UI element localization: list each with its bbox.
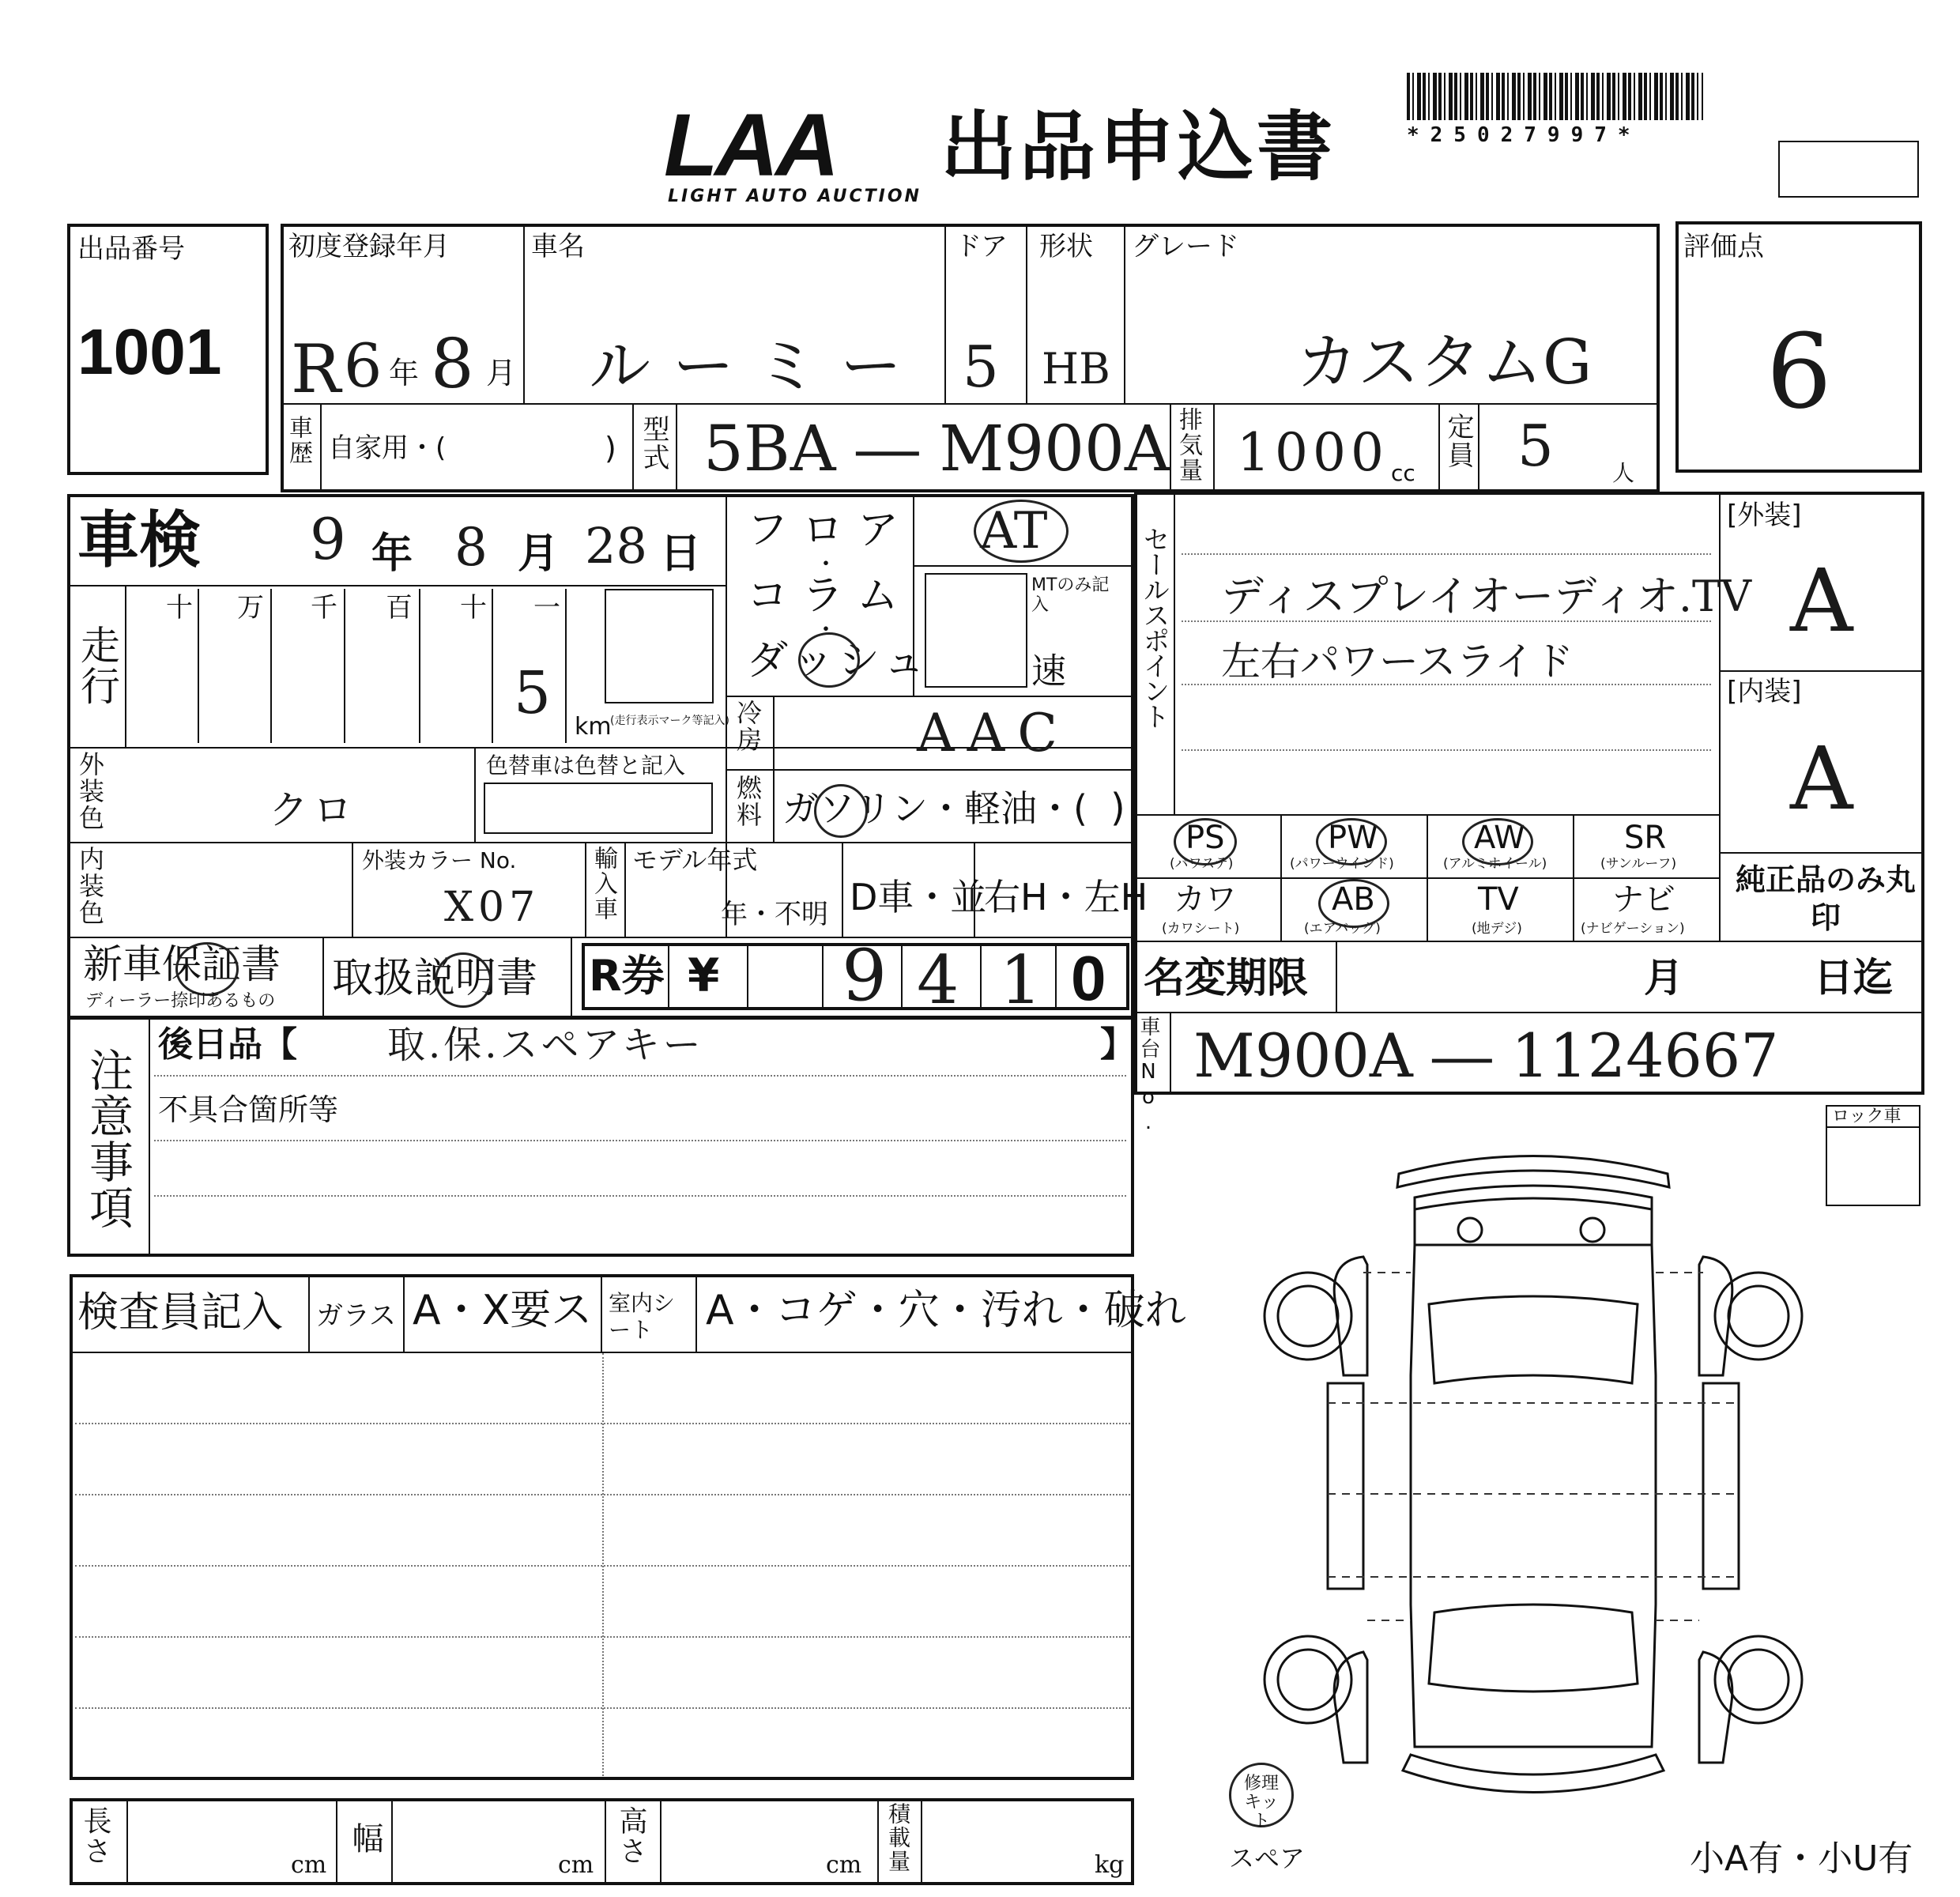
shift-dash-circle (798, 632, 860, 688)
option-pw-circle (1316, 818, 1387, 866)
registration-label: 初度登録年月 (288, 231, 450, 262)
option-ps-circle (1174, 818, 1237, 866)
capacity: 5 (1517, 413, 1554, 479)
recycle-label: R券 (589, 951, 665, 1001)
chassis-number: M900A ― 1124667 (1193, 1020, 1779, 1091)
dimensions-box (70, 1798, 1134, 1885)
exterior-grade-label: [外装] (1727, 500, 1802, 531)
option-aw-circle (1462, 818, 1533, 866)
history-label: 車歴 (285, 415, 312, 466)
spare-label: スペア (1229, 1843, 1306, 1873)
mt-note: MTのみ記入 (1031, 575, 1110, 616)
interior-grade-label: [内装] (1727, 676, 1802, 707)
shaken-month: 8 (454, 517, 488, 578)
option-pw: PW (1328, 820, 1378, 856)
fuel-label: 燃料 (733, 775, 763, 828)
warranty-sub: ディーラー捺印あるもの (85, 991, 276, 1011)
speed-unit: 速 (1031, 651, 1066, 692)
blank-box-top-right (1778, 141, 1919, 198)
shape-label: 形状 (1039, 231, 1093, 262)
option-kawa: カワ (1174, 881, 1237, 918)
load-unit: kg (1095, 1851, 1125, 1879)
mileage-mark-box (605, 589, 714, 703)
displacement-unit: cc (1391, 460, 1415, 486)
option-ab: AB (1332, 881, 1375, 918)
bottom-right-note: 小A有・小U有 (1690, 1839, 1913, 1879)
model-type-label: 型式 (638, 415, 669, 472)
notes-label: 注意事項 (82, 1047, 134, 1231)
mileage-unit: km (575, 713, 612, 741)
barcode (1407, 73, 1703, 120)
fuel-gasoline-circle (814, 784, 868, 838)
model-year-options: 年・不明 (721, 899, 828, 930)
name-change-month: 月 (1644, 955, 1683, 1001)
option-ps-sub: (パワステ) (1170, 856, 1234, 872)
car-name-label: 車名 (531, 231, 585, 262)
option-sr: SR (1624, 820, 1667, 856)
body-shape: HB (1042, 344, 1110, 394)
load-label: 積載量 (885, 1802, 911, 1873)
displacement-label: 排気量 (1174, 407, 1202, 483)
fuel-close: ) (1110, 786, 1125, 830)
grade-label: グレード (1132, 231, 1239, 262)
option-sr-sub: (サンルーフ) (1600, 856, 1677, 872)
width-label: 幅 (347, 1822, 383, 1855)
option-aw-sub: (アルミホイール) (1443, 856, 1547, 872)
option-pw-sub: (パワーウインド) (1290, 856, 1394, 872)
later-items-label: 後日品【 (158, 1024, 297, 1065)
option-ab-sub: (エアバッグ) (1304, 921, 1381, 937)
car-diagram (1233, 1146, 1834, 1842)
repaint-box (484, 783, 713, 834)
option-navi-sub: (ナビゲーション) (1581, 921, 1685, 937)
warranty-circle (175, 942, 239, 996)
laa-logo: LAA (664, 96, 837, 194)
car-name: ルーミー (589, 331, 925, 402)
length-unit: cm (291, 1851, 327, 1879)
ac-value: AAC (917, 703, 1070, 764)
capacity-unit: 人 (1612, 460, 1635, 486)
manual-circle (435, 952, 492, 1008)
dealer-options: D車・並 (850, 876, 987, 918)
mileage-value: 5 (514, 659, 552, 727)
recycle-digit-3: 4 (917, 941, 959, 1019)
interior-color-label: 内装色 (75, 846, 105, 926)
shaken-day: 28 (585, 517, 647, 575)
color-number-label: 外装カラー No. (362, 847, 517, 873)
score: 6 (1766, 311, 1832, 432)
transmission: AT (980, 502, 1048, 560)
shaken-month-unit: 月 (518, 530, 560, 578)
import-label: 輸入車 (590, 846, 617, 922)
lot-label: 出品番号 (77, 233, 185, 265)
recycle-digit-5: 0 (1071, 943, 1106, 1013)
score-label: 評価点 (1683, 231, 1764, 262)
color-number: X07 (444, 884, 541, 931)
option-tv: TV (1478, 881, 1519, 918)
height-label: 高さ (615, 1806, 647, 1866)
mileage-label: 走行 (74, 624, 120, 707)
name-change-day: 日迄 (1814, 955, 1893, 1001)
glass-label: ガラス (316, 1300, 396, 1332)
seat-options: A・コゲ・穴・汚れ・破れ (706, 1287, 1186, 1334)
mt-gear-box (925, 573, 1027, 688)
exterior-color: クロ (269, 787, 357, 833)
option-tv-sub: (地デジ) (1472, 921, 1522, 937)
registration-year-unit: 年 (389, 356, 420, 390)
option-kawa-sub: (カワシート) (1162, 921, 1240, 937)
form-title: 出品申込書 (940, 103, 1336, 191)
width-unit: cm (558, 1851, 594, 1879)
handle-options: 右H・左H (984, 876, 1148, 918)
defects-label: 不具合箇所等 (158, 1092, 339, 1127)
recycle-digit-4: 1 (1000, 941, 1042, 1019)
model-type: 5BA ― M900A (703, 412, 1170, 485)
exterior-color-label: 外装色 (75, 751, 105, 832)
manual-label: 取扱説明書 (332, 955, 538, 1002)
option-navi: ナビ (1612, 881, 1675, 918)
shift-dash: ダッシュ (747, 637, 929, 685)
model-year-label: モデル年式 (632, 845, 758, 875)
registration-month-unit: 月 (486, 356, 517, 390)
digit-label-sen: 千 (311, 592, 337, 624)
barcode-number: *25027997* (1407, 123, 1642, 147)
history-options: 自家用・( (328, 432, 447, 464)
chassis-label: 車台No. (1136, 1016, 1160, 1136)
seat-label: 室内シート (609, 1290, 676, 1343)
mileage-unit-note: (走行表示マーク等記入) (610, 715, 729, 727)
shaken-year: 9 (310, 506, 346, 572)
inspector-label: 検査員記入 (77, 1289, 284, 1337)
displacement: 1000 (1237, 422, 1389, 483)
sales-point-line-2: 左右パワースライド (1221, 639, 1574, 685)
warranty-label: 新車保証書 (83, 941, 281, 987)
shaken-day-unit: 日 (660, 530, 702, 578)
name-change-label: 名変期限 (1144, 955, 1309, 1002)
sales-point-line-1: ディスプレイオーディオ.TV (1221, 571, 1752, 621)
genuine-note-1: 純正品のみ丸印 (1735, 862, 1916, 935)
history-close: ) (605, 431, 616, 466)
option-ps: PS (1185, 820, 1225, 856)
digit-label-ju: 十 (460, 592, 487, 624)
digit-label-man: 万 (237, 592, 264, 624)
spare-stamp-text: 修理キット (1243, 1774, 1279, 1832)
height-unit: cm (826, 1851, 862, 1879)
repaint-note: 色替車は色替と記入 (486, 752, 686, 779)
logo-subtitle: LIGHT AUTO AUCTION (668, 187, 922, 206)
lot-number: 1001 (77, 316, 222, 388)
recycle-digit-2: 9 (842, 934, 888, 1017)
shaken-year-unit: 年 (371, 530, 413, 578)
registration-era: R (291, 330, 341, 408)
shift-dot-1: ・ (814, 551, 838, 579)
capacity-label: 定員 (1442, 413, 1474, 470)
lock-label: ロック車 (1832, 1107, 1902, 1126)
door-count: 5 (963, 334, 999, 400)
digit-label-ichi: 一 (533, 592, 560, 624)
digit-label-juman: 十 (166, 592, 193, 624)
registration-month: 8 (431, 325, 474, 404)
later-items-close: 】 (1100, 1024, 1135, 1065)
option-ab-circle (1318, 879, 1389, 928)
option-aw: AW (1474, 820, 1525, 856)
door-label: ドア (955, 231, 1008, 262)
registration-year: 6 (344, 330, 383, 401)
exterior-grade: A (1790, 550, 1853, 651)
shift-floor: フロア (747, 507, 914, 554)
shift-dot-2: ・ (814, 617, 838, 644)
shift-column: コラム (747, 572, 913, 620)
shaken-label: 車検 (77, 505, 202, 576)
grade: カスタムG (1296, 327, 1592, 398)
digit-label-hyaku: 百 (386, 592, 413, 624)
sales-point-label: セールスポイント (1138, 526, 1170, 728)
later-items: 取.保.スペアキー (387, 1023, 704, 1067)
transmission-circle (974, 500, 1069, 563)
recycle-yen: ¥ (688, 948, 720, 1002)
length-label: 長さ (79, 1806, 111, 1866)
interior-grade: A (1790, 728, 1853, 829)
glass-options: A・X要ス (413, 1287, 593, 1334)
fuel-options: ガソリン・軽油・( (782, 787, 1087, 830)
ac-label: 冷房 (733, 700, 763, 753)
